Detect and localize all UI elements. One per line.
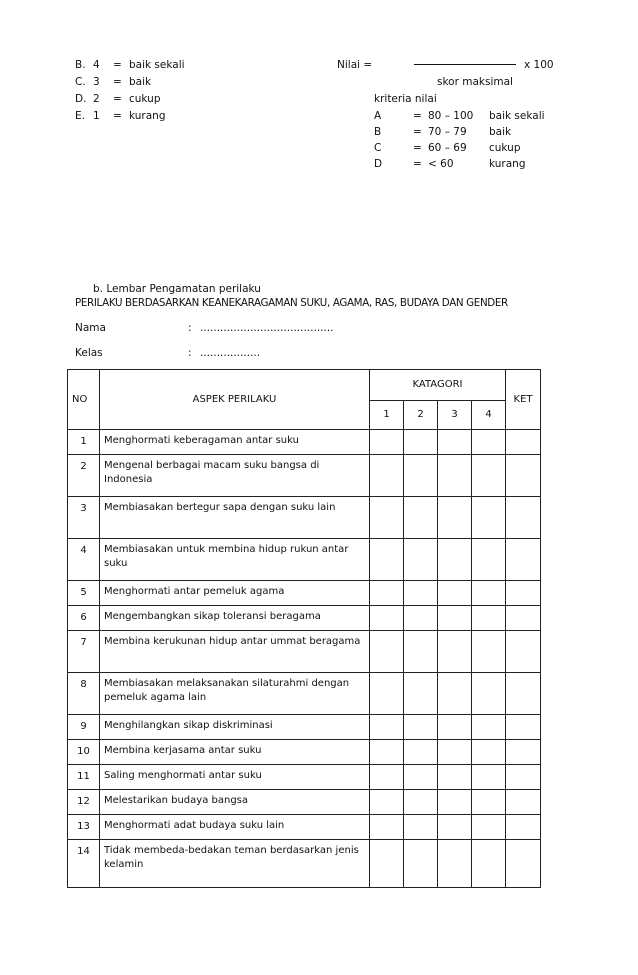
score-cell[interactable] (438, 790, 472, 815)
score-cell[interactable] (404, 673, 438, 715)
score-cell[interactable] (438, 840, 472, 888)
field-label-class: Kelas (75, 347, 103, 359)
row-aspect: Membiasakan melaksanakan silaturahmi dengan pemeluk agama lain (100, 673, 370, 715)
ket-cell[interactable] (506, 840, 541, 888)
score-cell[interactable] (370, 430, 404, 455)
score-cell[interactable] (472, 539, 506, 581)
row-number: 3 (68, 497, 100, 539)
score-cell[interactable] (370, 539, 404, 581)
formula-multiplier: x 100 (524, 59, 554, 71)
row-number: 4 (68, 539, 100, 581)
scale-number: 4 (93, 59, 100, 71)
row-aspect: Menghilangkan sikap diskriminasi (100, 715, 370, 740)
score-cell[interactable] (472, 740, 506, 765)
criteria-label: cukup (489, 142, 521, 154)
row-number: 5 (68, 581, 100, 606)
ket-cell[interactable] (506, 790, 541, 815)
score-cell[interactable] (370, 715, 404, 740)
score-cell[interactable] (370, 497, 404, 539)
table-row (68, 790, 541, 815)
score-cell[interactable] (438, 631, 472, 673)
scale-number: 2 (93, 93, 100, 105)
score-cell[interactable] (438, 455, 472, 497)
table-row (68, 581, 541, 606)
score-cell[interactable] (370, 631, 404, 673)
score-cell[interactable] (370, 673, 404, 715)
row-number: 11 (68, 765, 100, 790)
criteria-range: 60 – 69 (428, 142, 467, 154)
ket-cell[interactable] (506, 430, 541, 455)
row-aspect: Membiasakan untuk membina hidup rukun antar suku (100, 539, 370, 581)
row-number: 7 (68, 631, 100, 673)
scale-letter: C. (75, 76, 86, 88)
row-aspect: Menghormati antar pemeluk agama (100, 581, 370, 606)
score-cell[interactable] (404, 740, 438, 765)
row-aspect: Menghormati keberagaman antar suku (100, 430, 370, 455)
header-score-4: 4 (472, 401, 506, 430)
header-aspect: ASPEK PERILAKU (100, 370, 370, 430)
row-number: 9 (68, 715, 100, 740)
table-row (68, 606, 541, 631)
row-number: 1 (68, 430, 100, 455)
score-cell[interactable] (404, 790, 438, 815)
scale-equals: = (113, 110, 122, 122)
row-number: 8 (68, 673, 100, 715)
score-cell[interactable] (438, 606, 472, 631)
criteria-equals: = (413, 142, 422, 154)
score-cell[interactable] (472, 497, 506, 539)
scale-equals: = (113, 93, 122, 105)
score-cell[interactable] (404, 430, 438, 455)
ket-cell[interactable] (506, 815, 541, 840)
score-cell[interactable] (404, 581, 438, 606)
score-cell[interactable] (404, 455, 438, 497)
scale-letter: B. (75, 59, 86, 71)
ket-cell[interactable] (506, 606, 541, 631)
score-cell[interactable] (370, 581, 404, 606)
score-cell[interactable] (404, 631, 438, 673)
score-cell[interactable] (438, 430, 472, 455)
scale-label: baik (129, 76, 152, 88)
table-row (68, 631, 541, 673)
score-cell[interactable] (404, 606, 438, 631)
scale-letter: D. (75, 93, 87, 105)
criteria-grade: A (374, 110, 382, 122)
section-subtitle: b. Lembar Pengamatan perilaku (93, 283, 261, 295)
criteria-label: baik sekali (489, 110, 545, 122)
score-cell[interactable] (404, 497, 438, 539)
score-cell[interactable] (472, 715, 506, 740)
score-cell[interactable] (370, 606, 404, 631)
header-ket: KET (506, 370, 541, 430)
scale-label: kurang (129, 110, 166, 122)
scale-equals: = (113, 59, 122, 71)
score-cell[interactable] (404, 815, 438, 840)
field-label-name: Nama (75, 322, 106, 334)
score-cell[interactable] (370, 815, 404, 840)
score-cell[interactable] (472, 673, 506, 715)
score-cell[interactable] (404, 840, 438, 888)
ket-cell[interactable] (506, 631, 541, 673)
ket-cell[interactable] (506, 581, 541, 606)
row-aspect: Membiasakan bertegur sapa dengan suku lain (100, 497, 370, 539)
ket-cell[interactable] (506, 497, 541, 539)
ket-cell[interactable] (506, 539, 541, 581)
scale-equals: = (113, 76, 122, 88)
criteria-title: kriteria nilai (374, 93, 437, 105)
score-cell[interactable] (472, 631, 506, 673)
header-score-3: 3 (438, 401, 472, 430)
ket-cell[interactable] (506, 715, 541, 740)
row-aspect: Membina kerukunan hidup antar ummat beragama (100, 631, 370, 673)
row-number: 13 (68, 815, 100, 840)
table-row (68, 539, 541, 581)
fraction-line (414, 64, 516, 65)
scale-number: 1 (93, 110, 100, 122)
ket-cell[interactable] (506, 740, 541, 765)
criteria-grade: D (374, 158, 383, 170)
table-row (68, 673, 541, 715)
row-aspect: Mengembangkan sikap toleransi beragama (100, 606, 370, 631)
score-cell[interactable] (370, 740, 404, 765)
scale-label: cukup (129, 93, 161, 105)
score-cell[interactable] (438, 581, 472, 606)
criteria-range: 80 – 100 (428, 110, 474, 122)
field-colon: : (188, 322, 192, 334)
criteria-range: < 60 (428, 158, 454, 170)
table-row (68, 765, 541, 790)
score-cell[interactable] (438, 815, 472, 840)
row-aspect: Mengenal berbagai macam suku bangsa di Indonesia (100, 455, 370, 497)
score-cell[interactable] (438, 765, 472, 790)
criteria-range: 70 – 79 (428, 126, 467, 138)
header-no: NO (68, 370, 100, 430)
table-row (68, 715, 541, 740)
score-cell[interactable] (370, 765, 404, 790)
row-number: 14 (68, 840, 100, 888)
table-row (68, 430, 541, 455)
scale-number: 3 (93, 76, 100, 88)
field-colon: : (188, 347, 192, 359)
formula-denominator: skor maksimal (437, 76, 513, 88)
row-number: 10 (68, 740, 100, 765)
ket-cell[interactable] (506, 673, 541, 715)
header-score-1: 1 (370, 401, 404, 430)
criteria-equals: = (413, 126, 422, 138)
table-row (68, 455, 541, 497)
score-cell[interactable] (404, 765, 438, 790)
score-cell[interactable] (438, 539, 472, 581)
score-cell[interactable] (472, 790, 506, 815)
header-category: KATAGORI (370, 370, 506, 401)
score-cell[interactable] (472, 430, 506, 455)
criteria-equals: = (413, 110, 422, 122)
formula-prefix: Nilai = (337, 59, 373, 71)
header-score-2: 2 (404, 401, 438, 430)
table-row (68, 740, 541, 765)
row-aspect: Melestarikan budaya bangsa (100, 790, 370, 815)
row-number: 12 (68, 790, 100, 815)
row-number: 2 (68, 455, 100, 497)
score-cell[interactable] (404, 715, 438, 740)
score-cell[interactable] (438, 673, 472, 715)
section-title: PERILAKU BERDASARKAN KEANEKARAGAMAN SUKU, AGAMA, RAS, BUDAYA DAN GENDER (75, 297, 508, 309)
score-cell[interactable] (472, 606, 506, 631)
row-aspect: Membina kerjasama antar suku (100, 740, 370, 765)
row-aspect: Tidak membeda-bedakan teman berdasarkan jenis kelamin (100, 840, 370, 888)
criteria-label: kurang (489, 158, 526, 170)
ket-cell[interactable] (506, 765, 541, 790)
score-cell[interactable] (472, 840, 506, 888)
score-cell[interactable] (438, 497, 472, 539)
score-cell[interactable] (370, 790, 404, 815)
score-cell[interactable] (472, 815, 506, 840)
score-cell[interactable] (472, 765, 506, 790)
score-cell[interactable] (438, 715, 472, 740)
criteria-equals: = (413, 158, 422, 170)
score-cell[interactable] (370, 455, 404, 497)
criteria-grade: C (374, 142, 382, 154)
ket-cell[interactable] (506, 455, 541, 497)
scale-label: baik sekali (129, 59, 185, 71)
observation-table (67, 369, 541, 888)
row-aspect: Menghormati adat budaya suku lain (100, 815, 370, 840)
score-cell[interactable] (404, 539, 438, 581)
table-row (68, 815, 541, 840)
criteria-grade: B (374, 126, 382, 138)
score-cell[interactable] (472, 581, 506, 606)
criteria-label: baik (489, 126, 512, 138)
score-cell[interactable] (370, 840, 404, 888)
row-number: 6 (68, 606, 100, 631)
class-field[interactable]: .................. (200, 347, 261, 359)
score-cell[interactable] (472, 455, 506, 497)
score-cell[interactable] (438, 740, 472, 765)
scale-letter: E. (75, 110, 85, 122)
row-aspect: Saling menghormati antar suku (100, 765, 370, 790)
table-row (68, 497, 541, 539)
table-row (68, 840, 541, 888)
name-field[interactable]: ........................................ (200, 322, 334, 334)
